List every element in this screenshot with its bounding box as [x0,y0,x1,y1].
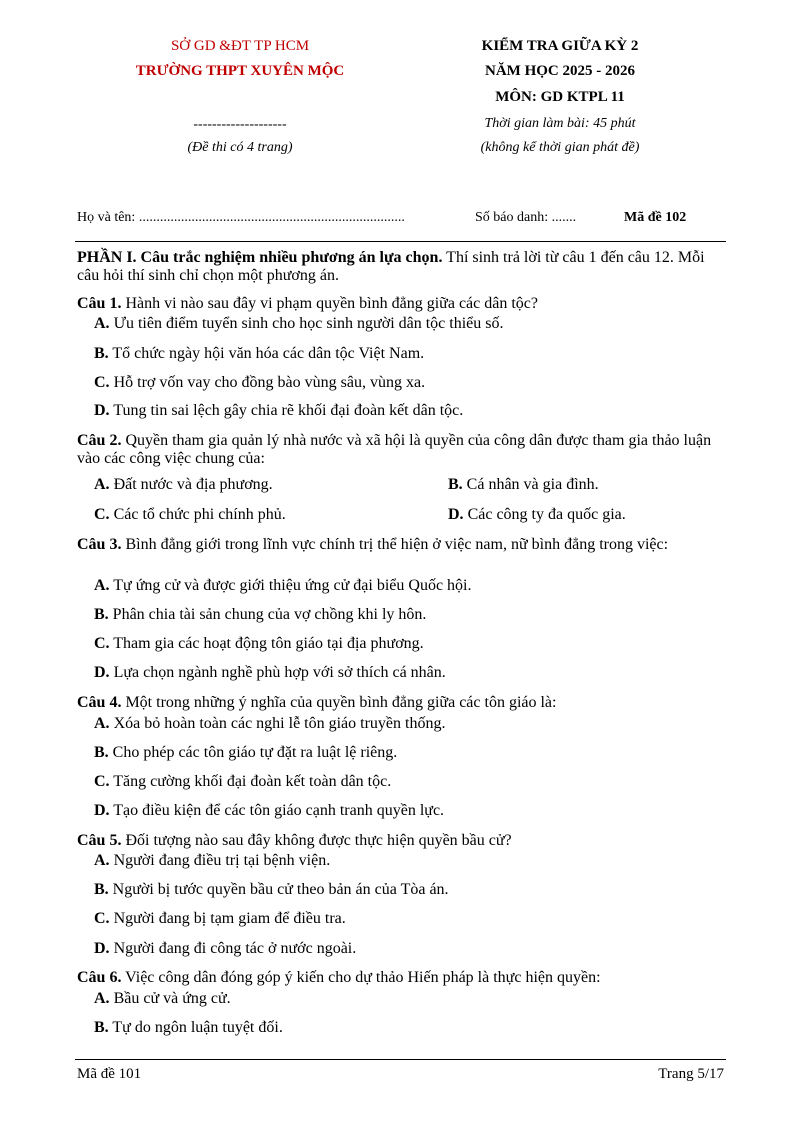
student-name-field: Họ và tên: ............................................................................ [77,210,405,225]
question-3: Câu 3. Bình đẳng giới trong lĩnh vực chính trị thể hiện ở việc nam, nữ bình đẳng trong việc: [77,536,669,553]
question-4: Câu 4. Một trong những ý nghĩa của quyền bình đẳng giữa các tôn giáo là: [77,694,557,711]
exam-time-note: (không kể thời gian phát đề) [480,140,640,155]
question-5: Câu 5. Đối tượng nào sau đây không được thực hiện quyền bầu cử? [77,832,512,849]
q4-option-a: A. Xóa bỏ hoàn toàn các nghi lễ tôn giáo truyền thống. [94,715,446,732]
q4-option-d: D. Tạo điều kiện để các tôn giáo cạnh tranh quyền lực. [94,802,445,819]
q3-option-b: B. Phân chia tài sản chung của vợ chồng khi ly hôn. [94,606,427,623]
exam-title: KIỂM TRA GIỮA KỲ 2 [481,38,639,54]
question-1 [77,295,727,313]
q2-option-b: B. Cá nhân và gia đình. [448,476,599,493]
q4-option-b: B. Cho phép các tôn giáo tự đặt ra luật lệ riêng. [94,744,398,761]
question-text: Hành vi nào sau đây vi phạm quyền bình đẳng giữa các dân tộc? [121,295,538,312]
q3-option-c: C. Tham gia các hoạt động tôn giáo tại địa phương. [94,635,424,652]
exam-code: Mã đề 102 [624,210,687,225]
question-6: Câu 6. Việc công dân đóng góp ý kiến cho dự thảo Hiến pháp là thực hiện quyền: [77,969,601,986]
school-year: NĂM HỌC 2025 - 2026 [485,63,635,79]
part1-instruction: Thí sinh trả lời từ câu 1 đến câu 12. Mỗi câu hỏi thí sinh chỉ chọn một phương án. [77,249,705,284]
header-divider: -------------------- [193,117,287,132]
footer-exam-code: Mã đề 101 [77,1066,142,1082]
school-name: TRƯỜNG THPT XUYÊN MỘC [135,63,345,79]
q5-option-c: C. Người đang bị tạm giam để điều tra. [94,910,346,927]
subject: MÔN: GD KTPL 11 [495,89,625,105]
q3-option-a: A. Tự ứng cử và được giới thiệu ứng cử đại biểu Quốc hội. [94,577,472,594]
q5-option-d: D. Người đang đi công tác ở nước ngoài. [94,940,357,957]
header-rule [75,241,726,242]
q2-option-d: D. Các công ty đa quốc gia. [448,506,626,523]
part1-heading [77,249,727,285]
q5-option-b: B. Người bị tước quyền bầu cử theo bản án của Tòa án. [94,881,449,898]
q2-option-c: C. Các tổ chức phi chính phủ. [94,506,286,523]
q6-option-b: B. Tự do ngôn luận tuyệt đối. [94,1019,283,1036]
q1-option-a: A. Ưu tiên điểm tuyển sinh cho học sinh người dân tộc thiểu số. [94,315,504,332]
footer-rule [75,1059,726,1060]
student-id-field: Số báo danh: ....... [475,210,577,225]
page-number: Trang 5/17 [658,1066,724,1082]
question-number: Câu 1. [77,295,122,312]
q3-option-d: D. Lựa chọn ngành nghề phù hợp với sở thích cá nhân. [94,664,446,681]
exam-time: Thời gian làm bài: 45 phút [484,116,636,131]
q1-option-b: B. Tổ chức ngày hội văn hóa các dân tộc Việt Nam. [94,345,425,362]
q5-option-a: A. Người đang điều trị tại bệnh viện. [94,852,331,869]
question-2: Câu 2. Quyền tham gia quản lý nhà nước và xã hội là quyền của công dân được tham gia thảo luận vào các công việc chung của: [77,432,712,467]
q2-option-a: A. Đất nước và địa phương. [94,476,273,493]
pages-note: (Đề thi có 4 trang) [187,140,293,155]
part1-title: PHẦN I. Câu trắc nghiệm nhiều phương án lựa chọn. [77,249,443,266]
department-name: SỞ GD &ĐT TP HCM [170,38,310,54]
q4-option-c: C. Tăng cường khối đại đoàn kết toàn dân tộc. [94,773,392,790]
q6-option-a: A. Bầu cử và ứng cử. [94,990,231,1007]
q1-option-d: D. Tung tin sai lệch gây chia rẽ khối đại đoàn kết dân tộc. [94,402,464,419]
q1-option-c: C. Hỗ trợ vốn vay cho đồng bào vùng sâu, vùng xa. [94,374,426,391]
